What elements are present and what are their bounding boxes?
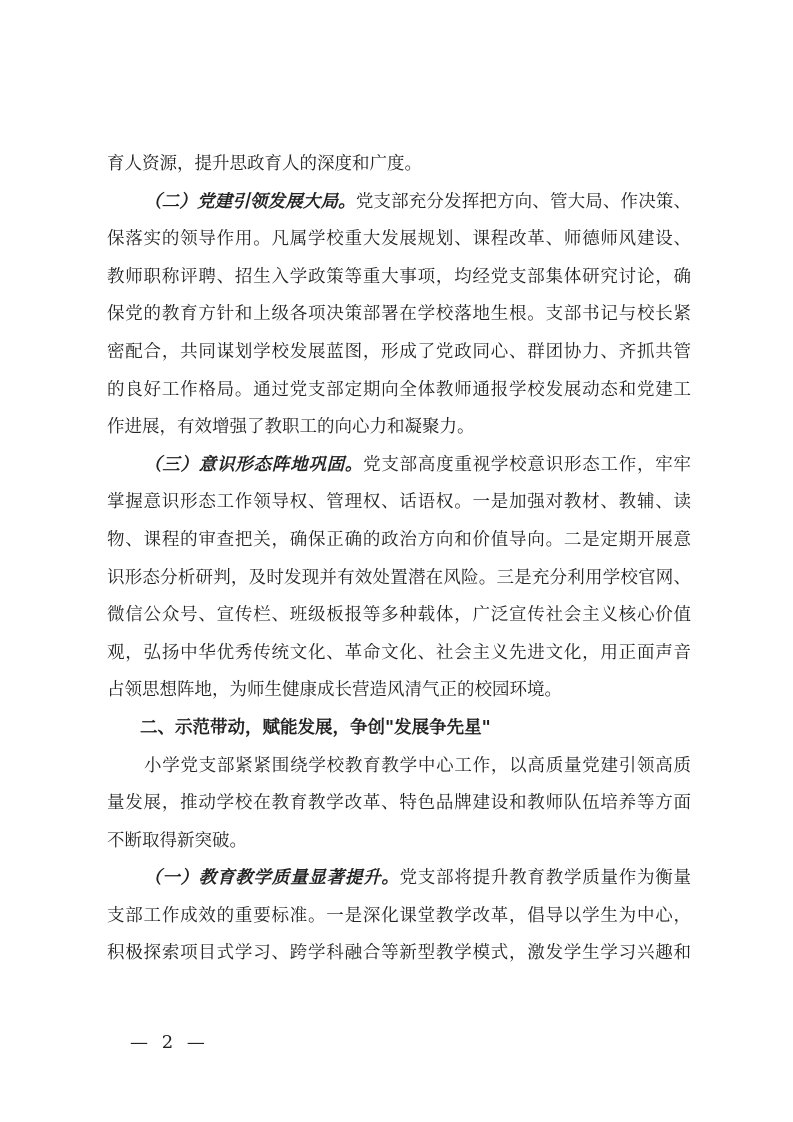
paragraph-text: 党支部高度重视学校意识形态工作，牢牢 xyxy=(363,454,691,475)
document-body xyxy=(107,146,691,973)
section-lead: （三）意识形态阵地巩固。 xyxy=(144,454,364,475)
section-lead: （一）教育教学质量显著提升。 xyxy=(144,868,400,889)
paragraph-line: 识形态分析研判，及时发现并有效处置潜在风险。三是充分利用学校官网、 xyxy=(107,567,691,588)
paragraph-line: 的良好工作格局。通过党支部定期向全体教师通报学校发展动态和党建工 xyxy=(107,379,691,400)
section-heading: 二、示范带动，赋能发展，争创"发展争先星" xyxy=(140,717,491,738)
paragraph-line: 占领思想阵地，为师生健康成长营造风清气正的校园环境。 xyxy=(107,680,562,701)
paragraph-line: 不断取得新突破。 xyxy=(107,830,247,851)
section-lead: （二）党建引领发展大局。 xyxy=(144,191,356,212)
paragraph-line: 积极探索项目式学习、跨学科融合等新型教学模式，激发学生学习兴趣和 xyxy=(107,943,691,964)
paragraph-text: 党支部充分发挥把方向、管大局、作决策、 xyxy=(355,191,691,212)
paragraph-line: 保党的教育方针和上级各项决策部署在学校落地生根。支部书记与校长紧 xyxy=(107,304,691,325)
paragraph-line: 掌握意识形态工作领导权、管理权、话语权。一是加强对教材、教辅、读 xyxy=(107,492,691,513)
paragraph-line: 育人资源，提升思政育人的深度和广度。 xyxy=(107,154,422,174)
paragraph-line xyxy=(107,447,691,485)
paragraph-line: 微信公众号、宣传栏、班级板报等多种载体，广泛宣传社会主义核心价值 xyxy=(107,605,691,626)
paragraph-line xyxy=(107,860,691,898)
paragraph-line: 小学党支部紧紧围绕学校教育教学中心工作，以高质量党建引领高质 xyxy=(144,755,691,776)
paragraph-line: 物、课程的审查把关，确保正确的政治方向和价值导向。二是定期开展意 xyxy=(107,529,691,550)
paragraph-line: 观，弘扬中华优秀传统文化、革命文化、社会主义先进文化，用正面声音 xyxy=(107,642,691,663)
paragraph-text: 党支部将提升教育教学质量作为衡量 xyxy=(399,868,691,889)
paragraph-line: 密配合，共同谋划学校发展蓝图，形成了党政同心、群团协力、齐抓共管 xyxy=(107,341,691,362)
paragraph-line: 量发展，推动学校在教育教学改革、特色品牌建设和教师队伍培养等方面 xyxy=(107,793,691,814)
paragraph-line: 支部工作成效的重要标准。一是深化课堂教学改革，倡导以学生为中心， xyxy=(107,905,691,926)
page-number: — 2 — xyxy=(130,1032,209,1053)
paragraph-line: 保落实的领导作用。凡属学校重大发展规划、课程改革、师德师风建设、 xyxy=(107,229,691,250)
paragraph-line xyxy=(107,184,691,222)
paragraph-line: 作进展，有效增强了教职工的向心力和凝聚力。 xyxy=(107,417,475,438)
paragraph-line: 教师职称评聘、招生入学政策等重大事项，均经党支部集体研究讨论，确 xyxy=(107,266,691,287)
